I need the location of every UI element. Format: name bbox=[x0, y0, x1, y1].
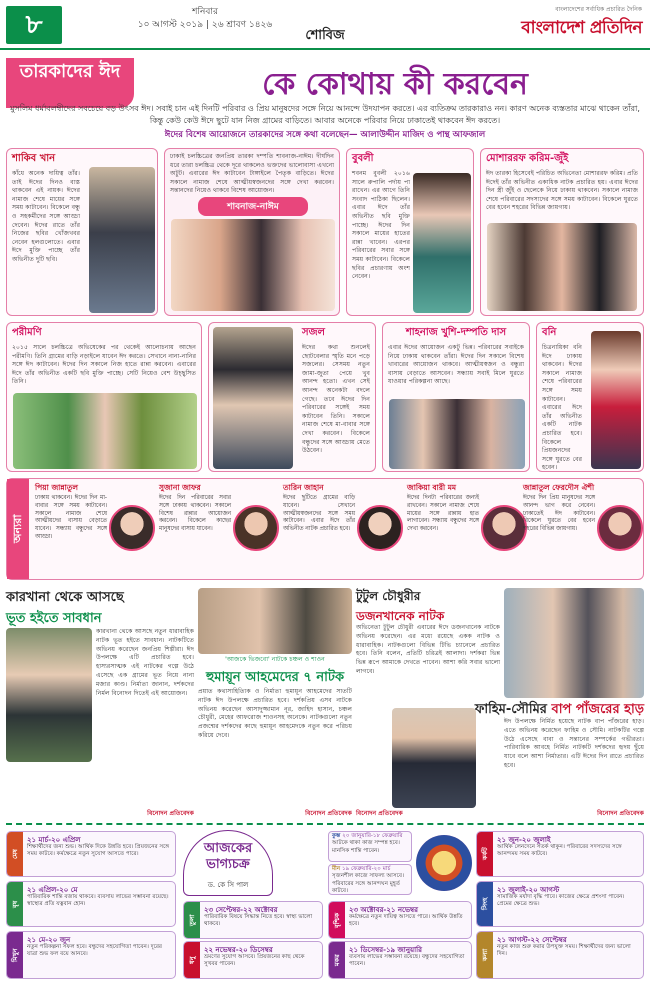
zodiac-name: বৃষ bbox=[7, 882, 23, 926]
photo-shakib bbox=[89, 167, 155, 313]
photo-sajal bbox=[213, 327, 293, 469]
feature-intro: মুসলিম ধর্মাবলম্বীদের সবচেয়ে বড় উৎসব ঈদ। সবাই চান এই দিনটি পরিবার ও প্রিয় মানুষদের সঙ্গে নিয়ে আনন্দে উদযাপন করতে। এর ব্যতিক্রম তারকারাও নন। কারণ অনেক ব্যস্ততার মাঝে থাকেন তাঁরা, কিন্তু কেউ কেউ ঈদে ছুটে যান নিজ গ্রামের বাড়িতে। আবার অনেকে পরিবার নিয়ে ঢাকাতেই থাকবেন ঈদ করতে। bbox=[10, 104, 640, 125]
other-text: ঢাকায় থাকবেন। ঈদের দিন মা-বাবার সঙ্গে সময় কাটাবেন। সকালে নামাজ শেষে আত্মীয়দের বাসায় বেড়াতে যাবেন। সন্ধ্যায় বন্ধুদের সঙ্গে আড্ডা। bbox=[35, 495, 107, 540]
zodiac-name: মেষ bbox=[7, 832, 23, 876]
zodiac-dates: ২১ মার্চ-২০ এপ্রিল bbox=[27, 836, 81, 844]
zodiac-name: মীন bbox=[332, 866, 342, 872]
card-name: শাকিব খান bbox=[12, 153, 56, 164]
zodiac-name: বৃশ্চিক bbox=[329, 902, 345, 938]
horoscope-section bbox=[6, 823, 644, 979]
zodiac-box bbox=[328, 864, 412, 895]
photo-bubly bbox=[413, 173, 471, 313]
zodiac-text: নতুন কাজ শুরু করার উপযুক্ত সময়। শিক্ষার্থীদের জন্য ভালো দিন। bbox=[497, 944, 631, 958]
card-name: বুবলী bbox=[352, 153, 374, 164]
section-name: শোবিজ bbox=[305, 28, 345, 43]
card-text: ২০১৫ সালে চলচ্চিত্রে অভিষেকের পর থেকেই আলোচনায় আছেন পরীমণি। তিনি গ্রামের বাড়ি নড়াইলে যাবেন ঈদ করতে। সেখানে নানা-নানির সঙ্গে ঈদ কাটাবেন। ঈদের দিন সকালে নিজ হাতে রান্না করবেন। এবারের ঈদে তাঁর অভিনীত একটি ছবি মুক্তি পাচ্ছে। সেটি নিয়েও বেশ উচ্ছ্বসিত তিনি। bbox=[12, 344, 196, 386]
story-credit: বিনোদন প্রতিবেদক bbox=[305, 810, 352, 817]
card-shabnaz-naim bbox=[164, 148, 340, 316]
card-name: সজল bbox=[302, 327, 326, 338]
story-fahim bbox=[474, 588, 644, 820]
page-header bbox=[0, 0, 650, 50]
zodiac-dates: ২০ জানুয়ারি-১৮ ফেব্রুয়ারি bbox=[342, 833, 403, 839]
story-credit: বিনোদন প্রতিবেদক bbox=[597, 810, 644, 817]
zodiac-text: আর্থিক লেনদেনে সতর্ক থাকুন। পরিবারের সদস্যদের সঙ্গে আনন্দময় সময় কাটবে। bbox=[497, 844, 622, 858]
card-name: শাহনাজ খুশি-দম্পতি দাস bbox=[405, 327, 507, 338]
zodiac-text: শিক্ষার্থীদের জন্য শুভ। আর্থিক দিকে উন্নতি হবে। প্রিয়জনের সঙ্গে সময় কাটবে। কর্মক্ষেত্রে নতুন সুযোগ আসতে পারে। bbox=[27, 844, 170, 858]
zodiac-dates: ১৯ ফেব্রুয়ারি-২০ মার্চ bbox=[342, 866, 391, 872]
card-name: পরীমণি bbox=[12, 327, 42, 338]
zodiac-box bbox=[328, 941, 472, 979]
story-headline: কারখানা থেকে আসছে bbox=[6, 590, 124, 605]
others-label: অন্যরা bbox=[7, 479, 29, 579]
card-text: ঈদের কথা শুনলেই ছোটবেলার স্মৃতি মনে পড়ে সজলের। সেসময় নতুন জামা-জুতা পেয়ে খুব আনন্দ হতো। এখন সেই আনন্দ অনেকটা বদলে গেছে। তবে ঈদের দিন পরিবারের সঙ্গেই সময় কাটাবেন তিনি। সকালে নামাজ শেষে মা-বাবার সঙ্গে দেখা করবেন। বিকেলে বন্ধুদের সঙ্গে আড্ডায় মেতে উঠবেন। bbox=[302, 344, 370, 455]
zodiac-name: ধনু bbox=[184, 942, 200, 978]
story-subheadline: ডজনখানেক নাটক bbox=[356, 609, 445, 623]
story-credit: বিনোদন প্রতিবেদক bbox=[356, 810, 403, 817]
other-name: জাকিয়া বারী মম bbox=[407, 483, 457, 492]
zodiac-name: মিথুন bbox=[7, 932, 23, 978]
photo-karkhana bbox=[6, 628, 92, 762]
zodiac-name: সিংহ bbox=[477, 882, 493, 926]
other-name: জান্নাতুল ফেরদৌস ঐশী bbox=[523, 483, 595, 492]
zodiac-dates: ২৩ অক্টোবর-২১ নভেম্বর bbox=[349, 906, 419, 914]
zodiac-dates: ২১ এপ্রিল-২০ মে bbox=[27, 886, 78, 894]
zodiac-dates: ২২ নভেম্বর-২০ ডিসেম্বর bbox=[204, 946, 273, 954]
other-name: পিয়া জান্নাতুল bbox=[35, 483, 78, 492]
brand-tagline: বাংলাদেশের সর্বাধিক প্রচারিত দৈনিক bbox=[555, 6, 642, 13]
card-text: শবনম বুবলী ২০১৬ সালে রুপালি পর্দায় পা রাখেন। এর আগে তিনি সংবাদ পাঠিকা ছিলেন। এবার ঈদে তাঁর অভিনীত ছবি মুক্তি পাচ্ছে। ঈদের দিন সকালে মায়ের হাতের রান্না খাবেন। এরপর পরিবারের সবার সঙ্গে সময় কাটাবেন। বিকেলে ছবির প্রচারণায় অংশ নেবেন। bbox=[352, 170, 410, 281]
other-text: ঈদের দিন পরিবারের সবার সঙ্গে ঢাকায় থাকবেন। সকালে বিশেষ রান্নার আয়োজন করবেন। বিকেলে কাছের মানুষদের বাসায় যাবেন। bbox=[159, 495, 231, 533]
horoscope-title-box bbox=[183, 830, 273, 896]
zodiac-text: কর্মক্ষেত্রে নতুন দায়িত্ব আসতে পারে। আর্থিক উন্নতি হবে। bbox=[349, 914, 463, 928]
zodiac-dates: ২১ মে-২০ জুন bbox=[27, 936, 71, 944]
brand-name: বাংলাদেশ প্রতিদিন bbox=[521, 18, 642, 38]
zodiac-box bbox=[6, 881, 176, 927]
feature-kicker: তারকাদের ঈদ bbox=[6, 58, 134, 108]
other-photo bbox=[233, 505, 279, 551]
zodiac-text: নতুন পরিকল্পনা সফল হবে। বন্ধুদের সহযোগিতা পাবেন। দূরের যাত্রা শুভ ফল বয়ে আনবে। bbox=[27, 944, 162, 958]
photo-mosharraf-family bbox=[487, 223, 637, 311]
story-subheadline: ভূত হইতে সাবধান bbox=[6, 611, 102, 626]
zodiac-box bbox=[183, 901, 323, 939]
photo-caption: 'আজকে ভিজবো' নাটকে চঞ্চল ও শাওন bbox=[225, 656, 325, 663]
card-porimoni bbox=[6, 322, 202, 472]
horoscope-author: ড. কে সি পাল bbox=[207, 881, 249, 889]
card-text: চিত্রনায়িকা বনি ঈদে ঢাকায় থাকবেন। ঈদের সকালে নামাজ শেষে পরিবারের সঙ্গে সময় কাটাবেন। এবারের ঈদে তাঁর অভিনীত একটি নাটক প্রচারিত হবে। বিকেলে প্রিয়জনদের সঙ্গে ঘুরতে বের হবেন। bbox=[542, 344, 582, 472]
zodiac-box bbox=[6, 831, 176, 877]
zodiac-dates: ২১ জুলাই-২০ আগস্ট bbox=[497, 886, 560, 894]
card-mosharraf-juie bbox=[480, 148, 644, 316]
zodiac-box bbox=[328, 901, 472, 939]
zodiac-box bbox=[183, 941, 323, 979]
card-bubly bbox=[346, 148, 474, 316]
story-headline: হুমায়ূন আহমেদের ৭ নাটক bbox=[205, 670, 345, 685]
zodiac-dates: ২১ আগস্ট-২২ সেপ্টেম্বর bbox=[497, 936, 567, 944]
other-photo bbox=[481, 505, 527, 551]
zodiac-dates: ২৩ সেপ্টেম্বর-২২ অক্টোবর bbox=[204, 906, 278, 914]
other-name: তারিন জাহান bbox=[283, 483, 324, 492]
other-text: ঈদের ছুটিতে গ্রামের বাড়ি যাবেন। সেখানে আত্মীয়স্বজনদের সঙ্গে সময় কাটাবেন। এবার ঈদে তাঁর অভিনীত নাটক প্রচারিত হবে। bbox=[283, 495, 355, 533]
other-name: সুজানা জাফর bbox=[159, 483, 201, 492]
other-person bbox=[407, 483, 527, 577]
zodiac-name: কর্কট bbox=[477, 832, 493, 876]
zodiac-box bbox=[476, 881, 644, 927]
horoscope-title: আজকের ভাগ্যচক্র bbox=[203, 841, 253, 872]
story-headline-part: বাপ পাঁজরের হাড় bbox=[551, 702, 644, 717]
story-text: কারখানা থেকে আসছে নতুন ধারাবাহিক নাটক ভূত হইতে সাবধান। নাটকটিতে অভিনয় করেছেন জনপ্রিয় শিল্পীরা। ঈদ উপলক্ষে এটি প্রচারিত হবে। হাস্যরসাত্মক এই নাটকের গল্পে উঠে এসেছে এক গ্রামের ভূত নিয়ে নানা মজার কাণ্ড। নির্মাতা জানান, দর্শকদের নির্মল বিনোদন দিতেই এই আয়োজন। bbox=[96, 628, 194, 697]
feature-byline: ঈদের বিশেষ আয়োজনে তারকাদের সঙ্গে কথা বলেছেন— আলাউদ্দীন মাজিদ ও পান্থ আফজাল bbox=[164, 130, 486, 140]
zodiac-text: পারিবারিক বিষয়ে সিদ্ধান্ত নিতে হবে। স্বাস্থ্য ভালো থাকবে। bbox=[204, 914, 313, 928]
card-name: মোশাররফ করিম-জুঁই bbox=[486, 153, 569, 164]
zodiac-box bbox=[476, 931, 644, 979]
story-text: প্রয়াত কথাসাহিত্যিক ও নির্মাতা হুমায়ূন আহমেদের সাতটি নাটক ঈদ উপলক্ষে প্রচারিত হবে। দর্শকপ্রিয় এসব নাটকে অভিনয় করেছেন আসাদুজ্জামান নূর, জাহিদ হাসান, চঞ্চল চৌধুরী, মেহের আফরোজ শাওনসহ অনেকে। নাটকগুলো নতুন প্রজন্মের দর্শকদের কাছে হুমায়ূন আহমেদকে নতুন করে পরিচয় করিয়ে দেবে। bbox=[198, 688, 352, 739]
card-text: ঈদ তারকা হিসেবেই পরিচিত অভিনেতা মোশাররফ করিম। প্রতি ঈদেই তাঁর অভিনীত একাধিক নাটক প্রচারিত হয়। এবার ঈদের দিন স্ত্রী জুঁই ও ছেলেকে নিয়ে ঢাকায় থাকবেন। সকালে নামাজ শেষে পরিবারের সদস্যদের সঙ্গে সময় কাটাবেন। বিকেলে ঘুরতে বের হবেন শহরের বিভিন্ন জায়গায়। bbox=[486, 170, 638, 212]
zodiac-box bbox=[476, 831, 644, 877]
other-person bbox=[283, 483, 403, 577]
zodiac-text: ব্যবসায় লাভের সম্ভাবনা রয়েছে। বন্ধুদের সহযোগিতা পাবেন। bbox=[349, 954, 465, 968]
story-text: অভিনেতা টুটুল চৌধুরী এবারের ঈদে ডজনখানেক নাটকে অভিনয় করেছেন। এর মধ্যে রয়েছে একক নাটক ও ধারাবাহিক। নাটকগুলো বিভিন্ন টিভি চ্যানেলে প্রচারিত হবে। তিনি বলেন, প্রতিটি চরিত্রই আলাদা। দর্শকরা ভিন্ন ভিন্ন রূপে আমাকে দেখতে পাবেন। আশা করি সবার ভালো লাগবে। bbox=[356, 624, 500, 675]
photo-humayun-drama bbox=[198, 588, 352, 654]
zodiac-dates: ২১ ডিসেম্বর-১৯ জানুয়ারি bbox=[349, 946, 423, 954]
other-photo bbox=[357, 505, 403, 551]
card-name: বনি bbox=[542, 327, 557, 338]
photo-boni bbox=[591, 331, 641, 469]
photo-fahim-soumi bbox=[504, 588, 644, 698]
zodiac-dates: ২১ জুন-২০ জুলাই bbox=[497, 836, 551, 844]
photo-shahnaz-family bbox=[389, 399, 525, 469]
zodiac-text: ভ্রমণের সুযোগ আসবে। প্রিয়জনের কাছ থেকে সুখবর পাবেন। bbox=[204, 954, 305, 968]
zodiac-text: সৃজনশীল কাজে সাফল্য আসবে। পরিবারের সঙ্গে আনন্দঘন মুহূর্ত কাটবে। bbox=[332, 873, 405, 895]
other-person bbox=[35, 483, 155, 577]
card-boni bbox=[536, 322, 644, 472]
feature-title: কে কোথায় কী করবেন bbox=[262, 67, 528, 102]
zodiac-wheel-icon bbox=[416, 835, 472, 891]
other-photo bbox=[597, 505, 643, 551]
zodiac-name: কুম্ভ bbox=[332, 833, 343, 839]
page-number: ৮ bbox=[6, 6, 62, 44]
card-text: এবার ঈদের আয়োজন একটু ভিন্ন। পরিবারের সবাইকে নিয়ে ঢাকায় থাকবেন তাঁরা। ঈদের দিন সকালে বিশেষ খাবারের আয়োজন থাকবে। আত্মীয়স্বজন ও বন্ধুরা বাসায় বেড়াতে আসবেন। সন্ধ্যায় সবাই মিলে ঘুরতে যাওয়ার পরিকল্পনা আছে। bbox=[388, 344, 524, 386]
story-credit: বিনোদন প্রতিবেদক bbox=[147, 810, 194, 817]
zodiac-box bbox=[328, 831, 412, 862]
zodiac-text: আটকে থাকা কাজ সম্পন্ন হবে। মানসিক শান্তি পাবেন। bbox=[332, 840, 400, 854]
other-text: ঈদের দিনটা পরিবারের জন্যই রাখবেন। সকালে নামাজ শেষে মায়ের সঙ্গে রান্নায় হাত লাগাবেন। সন্ধ্যায় বন্ধুদের সঙ্গে দেখা করবেন। bbox=[407, 495, 479, 533]
other-person bbox=[523, 483, 643, 577]
header-date: ১০ আগস্ট ২০১৯ | ২৬ শ্রাবণ ১৪২৬ bbox=[137, 20, 273, 30]
other-photo bbox=[109, 505, 155, 551]
photo-tutul bbox=[392, 708, 476, 808]
other-text: ঈদের দিন প্রিয় মানুষদের সঙ্গে আনন্দ ভাগ করে নেবেন। ঢাকাতেই ঈদ কাটাবেন। বিকেলে ঘুরতে বের হবেন শহরের বিভিন্ন জায়গায়। bbox=[523, 495, 595, 533]
story-humayun bbox=[198, 588, 352, 820]
photo-porimoni bbox=[13, 393, 197, 469]
story-karkhana bbox=[6, 588, 194, 820]
zodiac-name: মকর bbox=[329, 942, 345, 978]
card-text: ঢাকাই চলচ্চিত্রের জনপ্রিয় তারকা দম্পতি শাবনাজ-নাঈম। দীর্ঘদিন ধরে তারা চলচ্চিত্র থেকে দূরে থাকলেও ভক্তদের ভালোবাসা এখনো অটুট। এবারের ঈদ কাটাবেন টাঙ্গাইলে পৈতৃক বাড়িতে। ঈদের সকালে নামাজ শেষে আত্মীয়স্বজনদের সঙ্গে দেখা করবেন। সন্তানদের নিয়েও থাকবে বিশেষ আয়োজন। bbox=[170, 153, 334, 195]
story-headline-part: ফাহিম-সৌমির bbox=[474, 702, 547, 717]
card-shahnaz-khushi bbox=[382, 322, 530, 472]
masthead-logo bbox=[492, 4, 642, 43]
zodiac-name: তুলা bbox=[184, 902, 200, 938]
others-strip bbox=[6, 478, 644, 580]
card-shakib bbox=[6, 148, 158, 316]
story-headline: টুটুল চৌধুরীর bbox=[356, 589, 421, 603]
zodiac-text: সামাজিক মর্যাদা বৃদ্ধি পাবে। কাজের ক্ষেত্রে প্রশংসা পাবেন। প্রেমের ক্ষেত্রে শুভ। bbox=[497, 894, 625, 908]
photo-shabnaz-naim bbox=[171, 219, 335, 311]
header-day: শনিবার bbox=[192, 7, 218, 17]
story-text: ঈদ উপলক্ষে নির্মিত হয়েছে নাটক বাপ পাঁজরের হাড়। এতে অভিনয় করেছেন ফাহিম ও সৌমি। নাটকটির গল্পে উঠে এসেছে বাবা ও সন্তানের সম্পর্কের গভীরতা। পারিবারিক আবহে নির্মিত নাটকটি দর্শকদের হৃদয় ছুঁয়ে যাবে বলে আশা নির্মাতার। এটি ঈদের দিন রাতে প্রচারিত হবে। bbox=[504, 718, 644, 769]
zodiac-name: কন্যা bbox=[477, 932, 493, 978]
zodiac-box bbox=[6, 931, 176, 979]
card-sajal bbox=[208, 322, 376, 472]
other-person bbox=[159, 483, 279, 577]
zodiac-extra-row bbox=[328, 831, 412, 897]
card-name: শাবনাজ-নাঈম bbox=[198, 197, 308, 216]
zodiac-text: পারিবারিক শান্তি বজায় থাকবে। ব্যবসায় লাভের সম্ভাবনা রয়েছে। স্বাস্থ্যের প্রতি যত্নবান হোন। bbox=[27, 894, 169, 908]
card-text: কাঁধে অনেক দায়িত্ব তাঁর। তাই ঈদের দিনও ব্যস্ত থাকবেন এই নায়ক। ঈদের নামাজ শেষে মায়ের সঙ্গে সময় কাটাবেন। বিকেলে বন্ধু ও সহকর্মীদের সঙ্গে আড্ডা দেবেন। ঈদের রাতে তাঁর নিজের ছবির খোঁজখবর নেবেন হলগুলোতে। এবার ঈদে মুক্তি পাচ্ছে তাঁর অভিনীত দুটি ছবি। bbox=[12, 170, 80, 263]
